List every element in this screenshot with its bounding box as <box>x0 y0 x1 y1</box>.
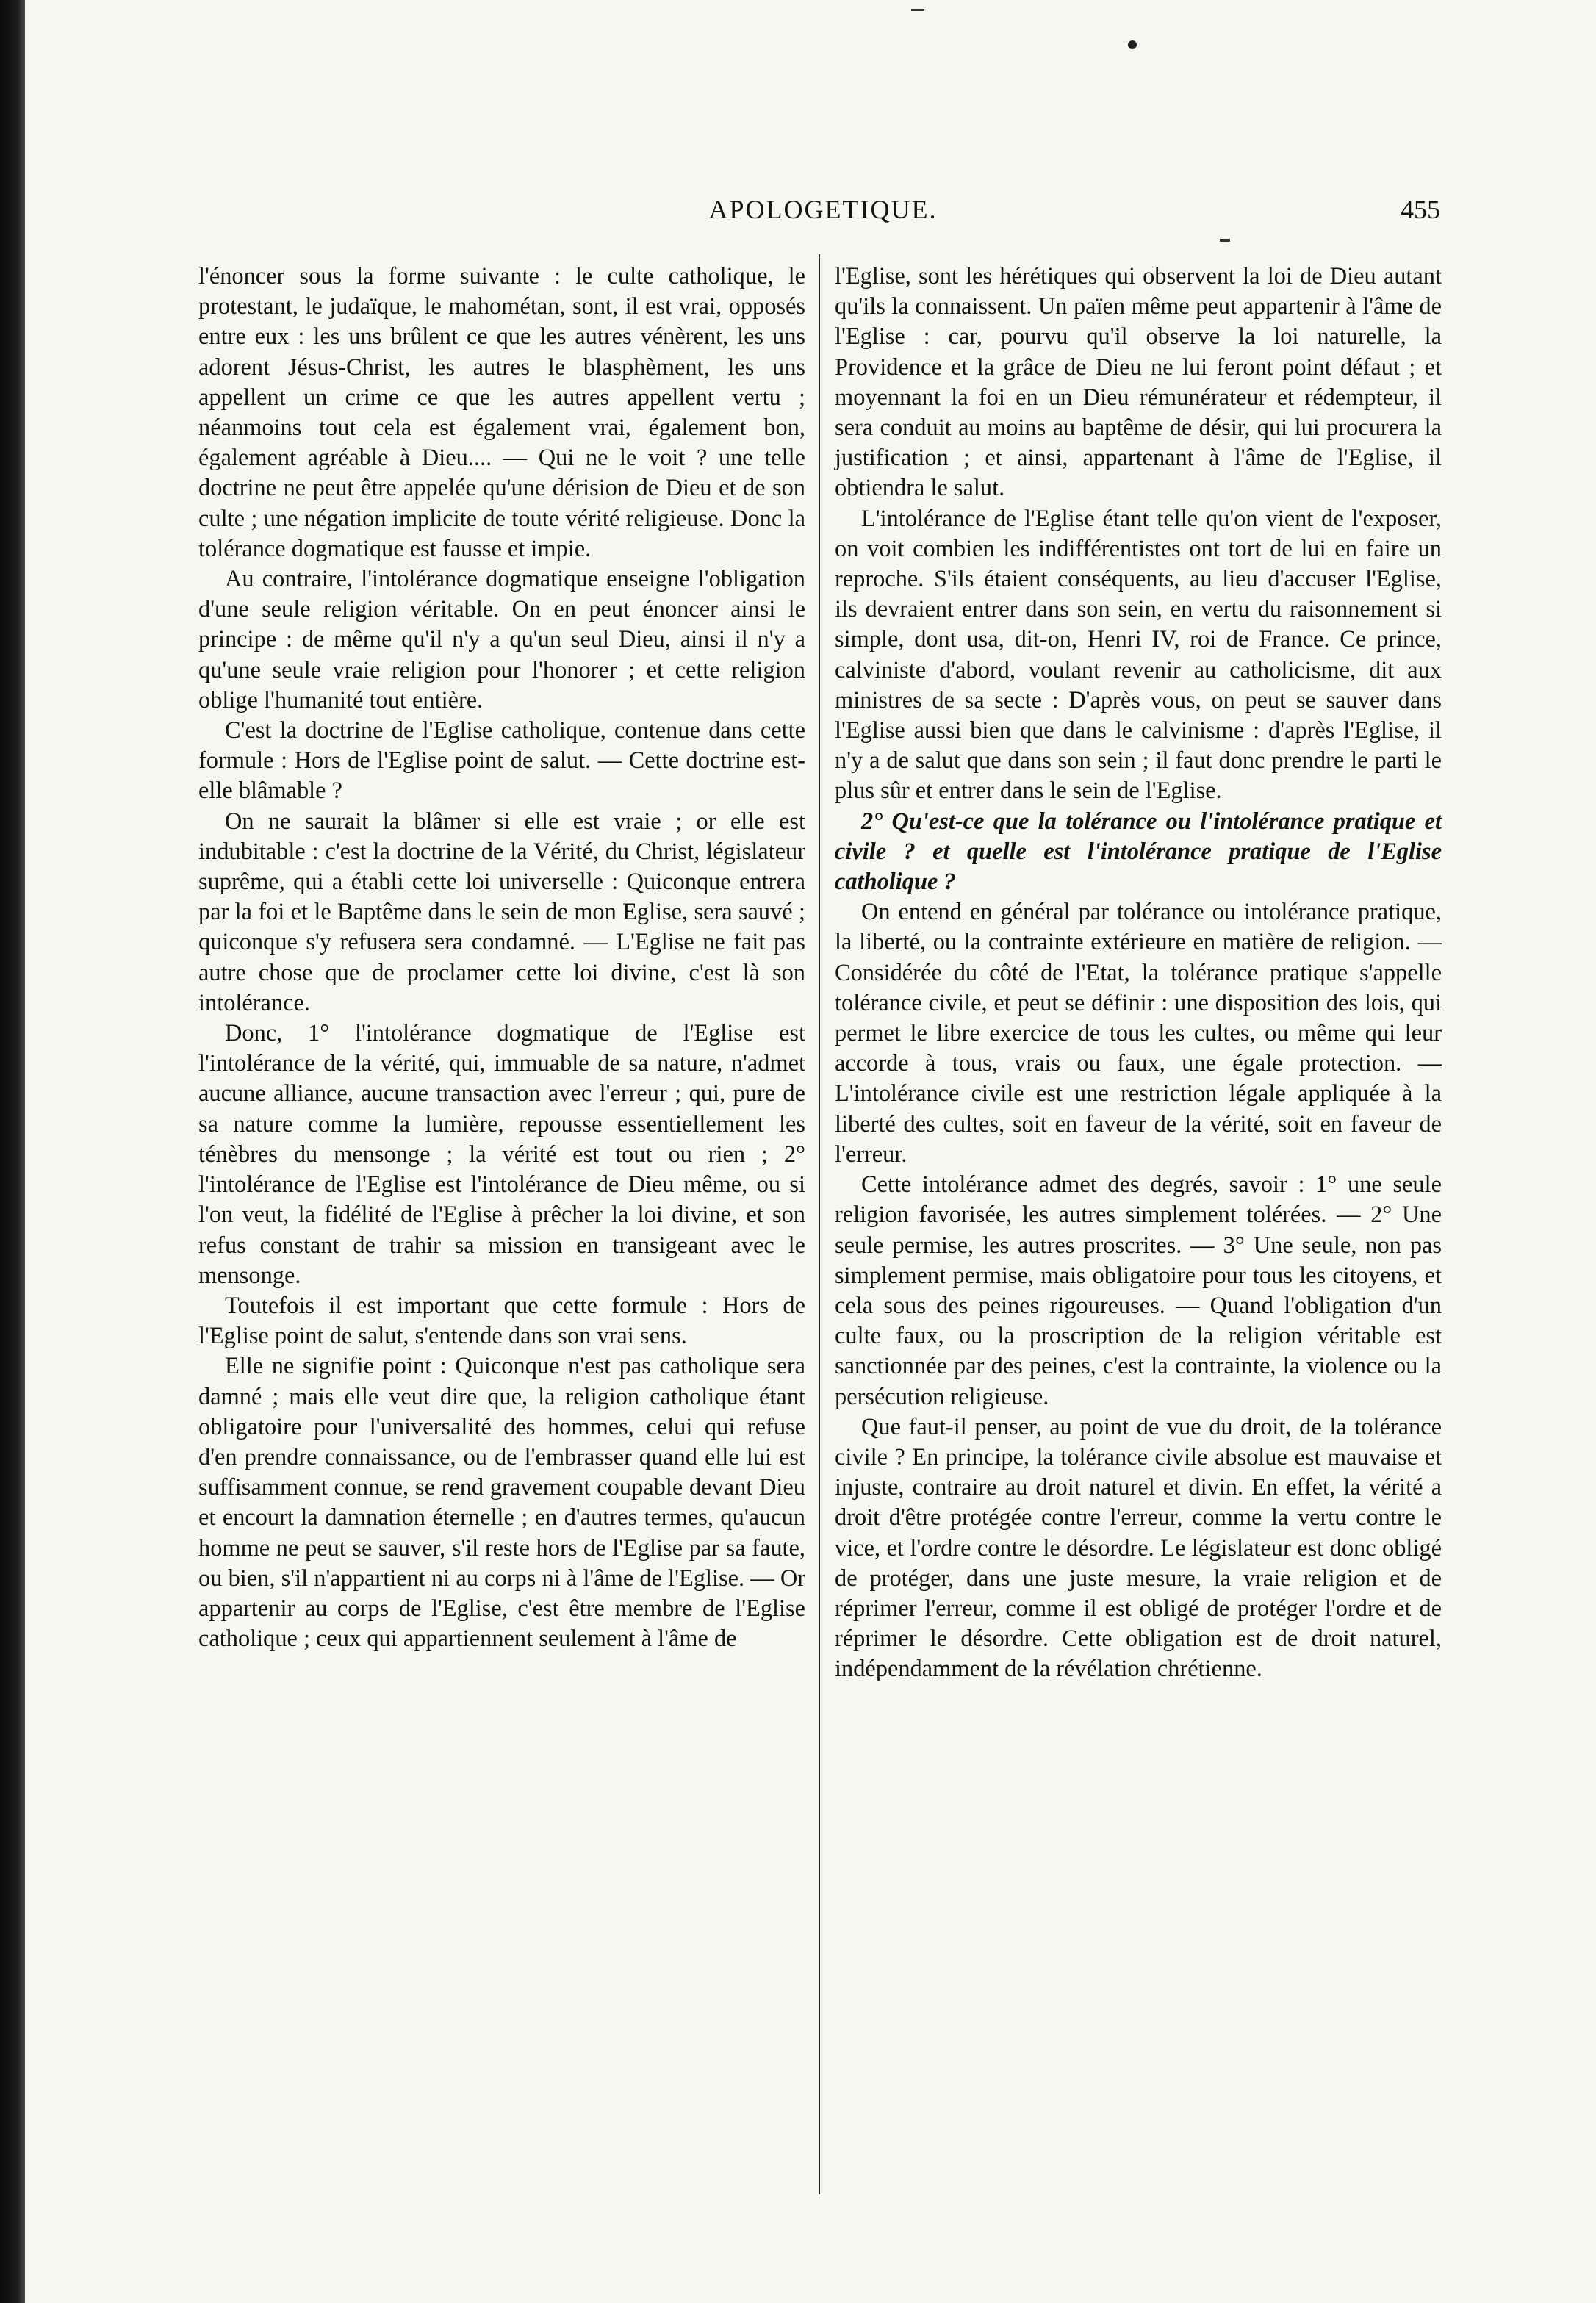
paragraph: l'énoncer sous la forme suivante : le culte catholique, le protestant, le judaïque, le mahométan, sont, il est vrai, opposés entre eux : les uns brûlent ce que les autres vénèrent, les uns adorent Jésus-Christ, les autres le blasphèment, les uns appellent un crime ce que les autres appellent vertu ; néanmoins tout cela est également vrai, également bon, également agréable à Dieu.... — Qui ne le voit ? une telle doctrine ne peut être appelée qu'une dérision de Dieu et de son culte ; une négation implicite de toute vérité religieuse. Donc la tolérance dogmatique est fausse et impie. <box>198 263 805 562</box>
running-title: APOLOGETIQUE. <box>708 195 938 224</box>
paragraph: On entend en général par tolérance ou intolérance pratique, la liberté, ou la contrainte extérieure en matière de religion. — Considérée du côté de l'Etat, la tolérance pratique s'appelle tolérance civile, et peut se définir : une disposition des lois, qui permet le libre exercice de tous les cultes, ou même qui leur accorde à tous, vrais ou faux, une égale protection. — L'intolérance civile est une restriction légale appliquée à la liberté des cultes, soit en faveur de la vérité, soit en faveur de l'erreur. <box>835 899 1442 1168</box>
page-header <box>198 194 1440 238</box>
page-number: 455 <box>1401 195 1440 224</box>
paragraph: L'intolérance de l'Eglise étant telle qu'on vient de l'exposer, on voit combien les indifférentistes ont tort de lui en faire un reproche. S'ils étaient conséquents, au lieu d'accuser l'Eglise, ils devraient entrer dans son sein, en vertu du raisonnement si simple, dont usa, dit-on, Henri IV, roi de France. Ce prince, calviniste d'abord, voulant revenir au catholicisme, dit aux ministres de sa secte : D'après vous, on peut se sauver dans l'Eglise aussi bien que dans le calvinisme : d'après l'Eglise, il n'y a de salut que dans son sein ; il faut donc prendre le parti le plus sûr et entrer dans le sein de l'Eglise. <box>835 505 1442 805</box>
column-divider <box>819 254 820 2194</box>
ink-mark <box>1220 239 1230 242</box>
left-column <box>198 262 805 2194</box>
paragraph: Au contraire, l'intolérance dogmatique enseigne l'obligation d'une seule religion véritable. On en peut énoncer ainsi le principe : de même qu'il n'y a qu'un seul Dieu, ainsi il n'y a qu'une seule vraie religion pour l'honorer ; et cette religion oblige l'humanité tout entière. <box>198 566 805 714</box>
paragraph: Donc, 1° l'intolérance dogmatique de l'Eglise est l'intolérance de la vérité, qui, immuable de sa nature, n'admet aucune alliance, aucune transaction avec l'erreur ; qui, pure de sa nature comme la lumière, repousse essentiellement les ténèbres du mensonge ; la vérité est tout ou rien ; 2° l'intolérance de l'Eglise est l'intolérance de Dieu même, ou si l'on veut, la fidélité de l'Eglise à prêcher la loi divine, et son refus constant de trahir sa mission en transigeant avec le mensonge. <box>198 1020 805 1289</box>
paragraph: l'Eglise, sont les hérétiques qui observent la loi de Dieu autant qu'ils la connaissent. Un païen même peut appartenir à l'âme de l'Eglise : car, pourvu qu'il observe la loi naturelle, la Providence et la grâce de Dieu ne lui feront point défaut ; et moyennant la foi en un Dieu rémunérateur et rédempteur, il sera conduit au moins au baptême de désir, qui lui procurera la justification ; et ainsi, appartenant à l'âme de l'Eglise, il obtiendra le salut. <box>835 263 1442 502</box>
paragraph: C'est la doctrine de l'Eglise catholique, contenue dans cette formule : Hors de l'Eglise point de salut. — Cette doctrine est-elle blâmable ? <box>198 717 805 805</box>
right-column <box>835 262 1442 2194</box>
paragraph: On ne saurait la blâmer si elle est vraie ; or elle est indubitable : c'est la doctrine de la Vérité, du Christ, législateur suprême, qui a établi cette loi universelle : Quiconque entrera par la foi et le Baptême dans le sein de mon Eglise, sera sauvé ; quiconque s'y refusera sera condamné. — L'Eglise ne fait pas autre chose que de proclamer cette loi divine, c'est là son intolérance. <box>198 808 805 1016</box>
paragraph: Elle ne signifie point : Quiconque n'est pas catholique sera damné ; mais elle veut dire que, la religion catholique étant obligatoire pour l'universalité des hommes, celui qui refuse d'en prendre connaissance, ou de l'embrasser quand elle lui est suffisamment connue, se rend gravement coupable devant Dieu et encourt la damnation éternelle ; en d'autres termes, qu'aucun homme ne peut se sauver, s'il reste hors de l'Eglise par sa faute, ou bien, s'il n'appartient ni au corps ni à l'âme de l'Eglise. — Or appartenir au corps de l'Eglise, c'est être membre de l'Eglise catholique ; ceux qui appartiennent seulement à l'âme de <box>198 1353 805 1653</box>
ink-blot <box>1128 40 1137 49</box>
paragraph: Toutefois il est important que cette formule : Hors de l'Eglise point de salut, s'entende dans son vrai sens. <box>198 1292 805 1350</box>
book-binding-edge <box>0 0 25 2303</box>
paragraph: Que faut-il penser, au point de vue du droit, de la tolérance civile ? En principe, la tolérance civile absolue est mauvaise et injuste, contraire au droit naturel et divin. En effet, la vérité a droit d'être protégée contre l'erreur, comme la vertu contre le vice, et l'ordre contre le désordre. Le législateur est donc obligé de protéger, dans une juste mesure, la vraie religion et de réprimer l'erreur, comme il est obligé de protéger l'ordre et de réprimer le désordre. Cette obligation est de droit naturel, indépendamment de la révélation chrétienne. <box>835 1413 1442 1683</box>
section-heading: 2° Qu'est-ce que la tolérance ou l'intolérance pratique et civile ? et quelle est l'intolérance pratique de l'Eglise catholique ? <box>835 808 1442 896</box>
paragraph: Cette intolérance admet des degrés, savoir : 1° une seule religion favorisée, les autres simplement tolérées. — 2° Une seule permise, les autres proscrites. — 3° Une seule, non pas simplement permise, mais obligatoire pour tous les citoyens, et cela sous des peines rigoureuses. — Quand l'obligation d'un culte faux, ou la proscription de la religion véritable est sanctionnée par des peines, c'est la contrainte, la violence ou la persécution religieuse. <box>835 1171 1442 1410</box>
ink-mark <box>911 9 924 11</box>
